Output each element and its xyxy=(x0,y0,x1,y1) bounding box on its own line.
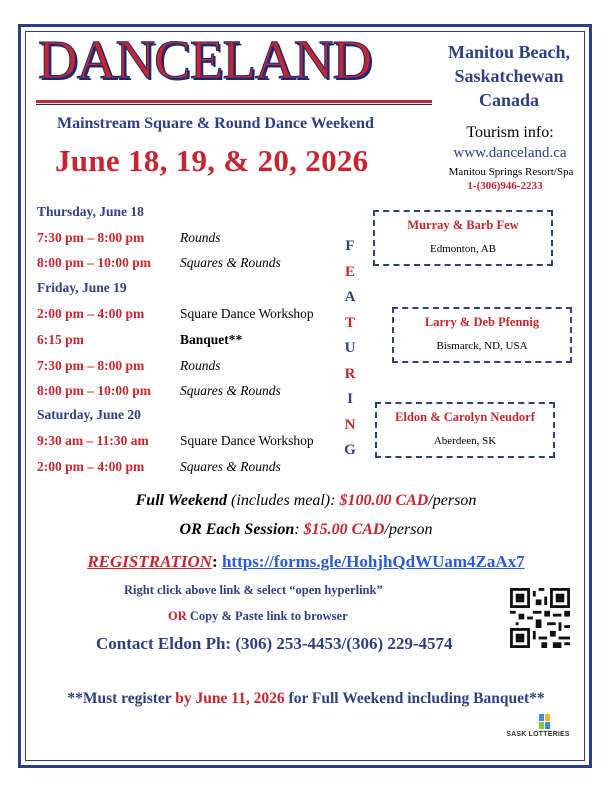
schedule-time: 8:00 pm – 10:00 pm xyxy=(37,383,151,398)
tourism-website[interactable]: www.danceland.ca xyxy=(453,145,567,161)
session-price xyxy=(0,521,612,539)
session-amount: $15.00 CAD xyxy=(303,521,385,538)
registration-colon: : xyxy=(212,552,222,571)
featuring-letter: G xyxy=(344,442,356,458)
tourism-title: Tourism info: xyxy=(466,124,554,141)
session-label: OR Each Session xyxy=(179,521,295,538)
featuring-letter: E xyxy=(344,263,355,280)
copy-paste-text: Copy & Paste link to browser xyxy=(186,609,348,623)
schedule-event: Rounds xyxy=(180,230,221,245)
copy-paste-note xyxy=(168,609,348,624)
danceland-logo: DANCELAND xyxy=(38,29,372,90)
full-weekend-price xyxy=(0,492,612,510)
caller-location: Edmonton, AB xyxy=(429,243,496,255)
logo-underline xyxy=(36,100,432,103)
deadline-post: for Full Weekend including Banquet** xyxy=(284,690,545,707)
schedule-time: 2:00 pm – 4:00 pm xyxy=(37,306,145,321)
caller-box xyxy=(375,402,555,458)
day-heading: Saturday, June 20 xyxy=(37,407,141,422)
caller-name: Larry & Deb Pfennig xyxy=(424,315,540,329)
featuring-letter: T xyxy=(344,314,355,331)
tourism-resort: Manitou Springs Resort/Spa xyxy=(448,166,574,178)
location-line: Saskatchewan xyxy=(454,66,564,86)
or-text: OR xyxy=(168,609,187,623)
schedule-event: Squares & Rounds xyxy=(180,255,281,270)
featuring-letter: A xyxy=(344,289,356,305)
schedule-event: Rounds xyxy=(180,358,221,373)
schedule-event: Square Dance Workshop xyxy=(180,306,314,321)
schedule-event: Square Dance Workshop xyxy=(180,433,314,448)
caller-box xyxy=(373,210,553,266)
schedule-time: 7:30 pm – 8:00 pm xyxy=(37,230,145,245)
caller-location: Bismarck, ND, USA xyxy=(436,340,528,352)
caller-box xyxy=(392,307,572,363)
per-person: /person xyxy=(428,492,477,509)
event-subtitle: Mainstream Square & Round Dance Weekend xyxy=(57,115,374,132)
contact-line: Contact Eldon Ph: (306) 253-4453/(306) 229-4574 xyxy=(96,634,453,653)
location-line: Manitou Beach, xyxy=(447,42,570,62)
hyperlink-note: Right click above link & select “open hyperlink” xyxy=(124,583,383,597)
caller-name: Eldon & Carolyn Neudorf xyxy=(395,410,535,424)
registration-label: REGISTRATION xyxy=(87,552,213,571)
schedule-time: 7:30 pm – 8:00 pm xyxy=(37,358,145,373)
day-heading: Friday, June 19 xyxy=(37,280,127,295)
featuring-letter: N xyxy=(344,416,356,433)
registration-link[interactable]: https://forms.gle/HohjhQdWUam4ZaAx7 xyxy=(221,552,525,571)
location-block xyxy=(432,40,586,112)
schedule-event: Squares & Rounds xyxy=(180,383,281,398)
featuring-vertical xyxy=(340,234,360,464)
per-person: /person xyxy=(384,521,433,538)
schedule-event: Squares & Rounds xyxy=(180,459,281,474)
tourism-phone: 1-(306)946-2233 xyxy=(467,180,543,192)
session-sep: : xyxy=(294,521,304,538)
featuring-letter: F xyxy=(345,238,355,254)
schedule-event: Banquet** xyxy=(180,332,243,347)
caller-location: Aberdeen, SK xyxy=(433,435,497,447)
featuring-letter: I xyxy=(347,391,353,407)
sask-lotteries-name: SASK LOTTERIES xyxy=(506,731,570,738)
event-dates: June 18, 19, & 20, 2026 xyxy=(55,143,369,178)
registration-deadline xyxy=(0,690,612,708)
logo-underline-thin xyxy=(36,104,432,105)
full-weekend-note: (includes meal): xyxy=(227,492,340,509)
featuring-letter: U xyxy=(344,340,356,356)
schedule-time: 9:30 am – 11:30 am xyxy=(37,433,149,448)
full-weekend-amount: $100.00 CAD xyxy=(339,492,429,509)
caller-name: Murray & Barb Few xyxy=(407,218,519,232)
registration-line xyxy=(0,552,612,572)
day-heading: Thursday, June 18 xyxy=(37,204,144,219)
featuring-letter: R xyxy=(344,365,356,382)
deadline-date: by June 11, 2026 xyxy=(175,690,285,707)
location-line: Canada xyxy=(478,90,540,110)
schedule-time: 2:00 pm – 4:00 pm xyxy=(37,459,145,474)
qr-code-icon[interactable] xyxy=(510,588,570,648)
deadline-pre: **Must register xyxy=(67,690,176,707)
full-weekend-label: Full Weekend xyxy=(135,492,228,509)
schedule-time: 6:15 pm xyxy=(37,332,84,347)
schedule-time: 8:00 pm – 10:00 pm xyxy=(37,255,151,270)
